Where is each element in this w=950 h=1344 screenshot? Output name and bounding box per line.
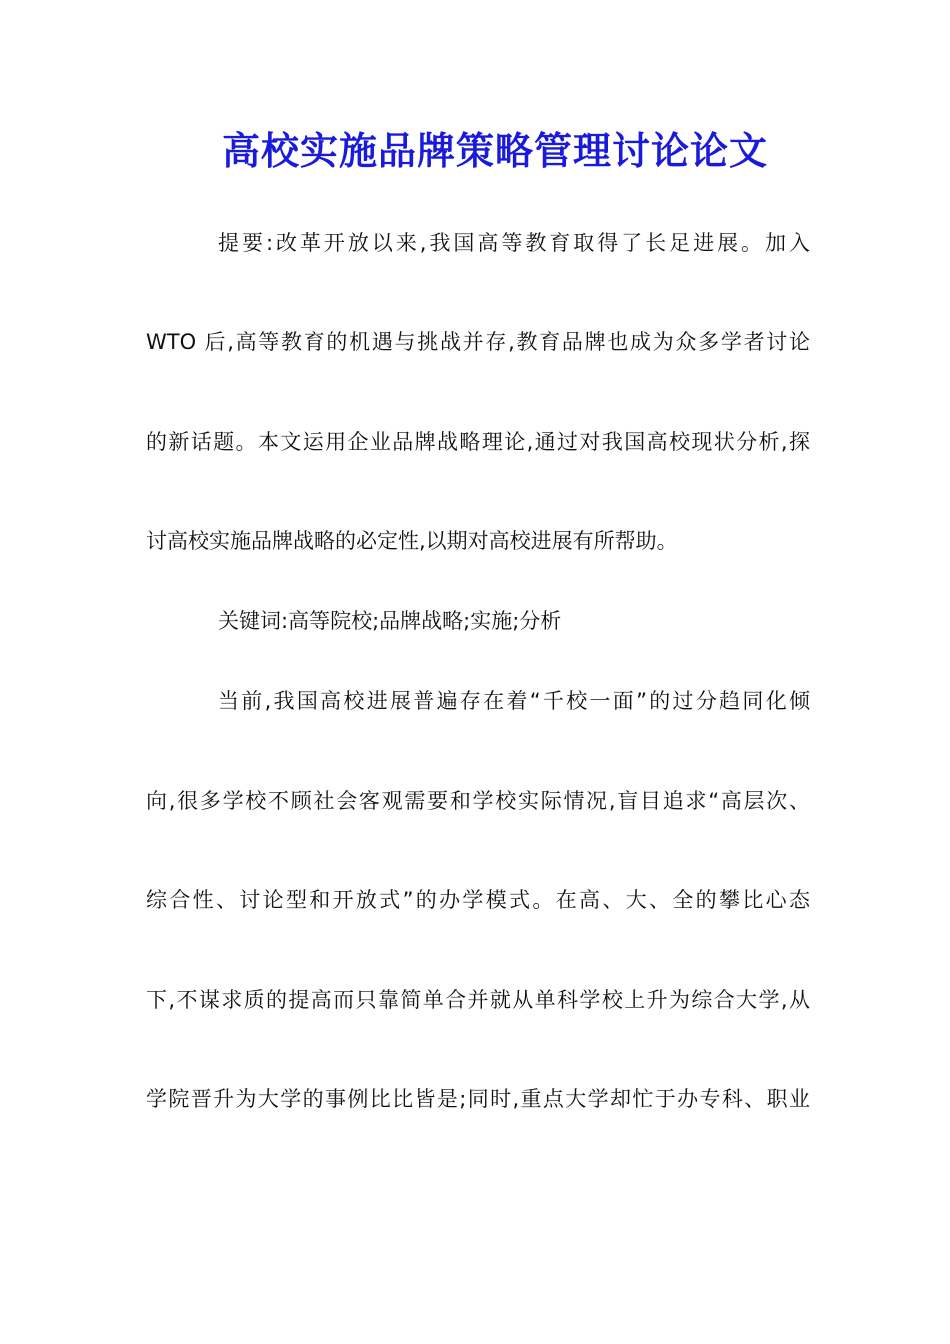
body-line-2: 向,很多学校不顾社会客观需要和学校实际情况,盲目追求“高层次、 (146, 789, 810, 813)
body-line-4: 下,不谋求质的提高而只靠简单合并就从单科学校上升为综合大学,从 (146, 988, 810, 1012)
abstract-line-4: 讨高校实施品牌战略的必定性,以期对高校进展有所帮助。 (146, 529, 678, 553)
body-line-5: 学院晋升为大学的事例比比皆是;同时,重点大学却忙于办专科、职业 (146, 1087, 810, 1111)
keywords-line: 关键词:高等院校;品牌战略;实施;分析 (218, 609, 562, 633)
abstract-line-3: 的新话题。本文运用企业品牌战略理论,通过对我国高校现状分析,探 (146, 430, 810, 454)
abstract-line-2: WTO 后,高等教育的机遇与挑战并存,教育品牌也成为众多学者讨论 (146, 330, 810, 354)
body-line-3: 综合性、讨论型和开放式”的办学模式。在高、大、全的攀比心态 (146, 888, 810, 912)
abstract-line-1: 提要:改革开放以来,我国高等教育取得了长足进展。加入 (218, 231, 810, 255)
body-line-1: 当前,我国高校进展普遍存在着“千校一面”的过分趋同化倾 (218, 689, 810, 713)
document-title: 高校实施品牌策略管理讨论论文 (221, 128, 768, 173)
